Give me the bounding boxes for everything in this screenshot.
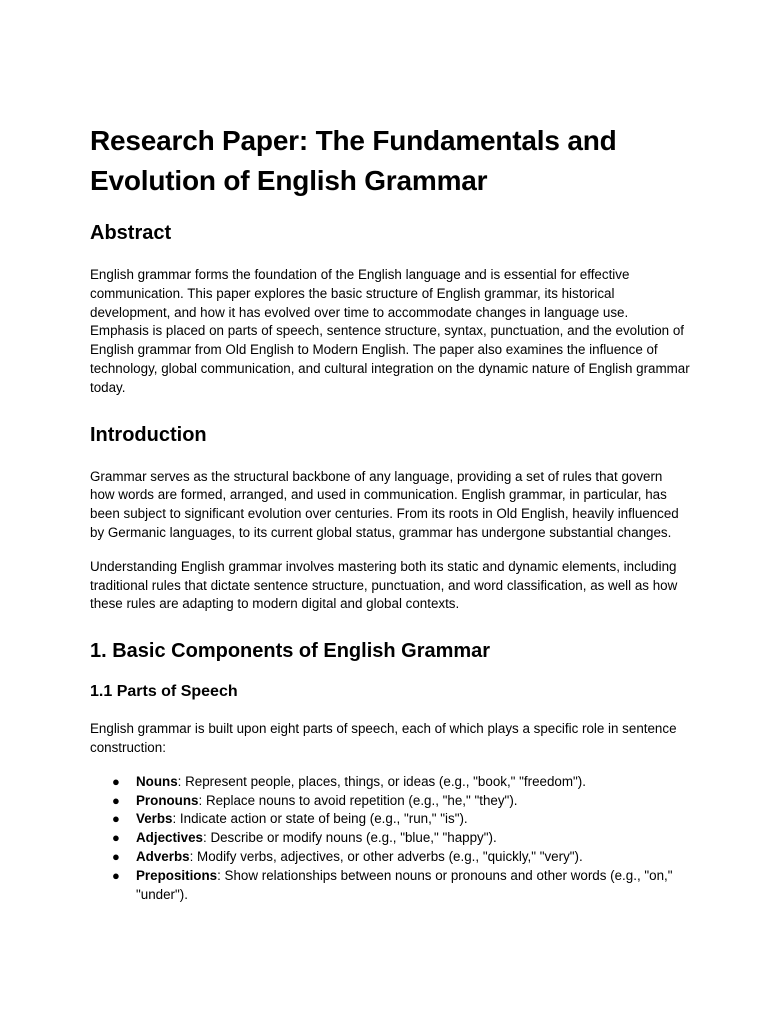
bullet-icon: ● bbox=[112, 867, 120, 883]
bullet-icon: ● bbox=[112, 848, 120, 864]
parts-of-speech-list bbox=[90, 773, 690, 905]
list-item-desc: : Replace nouns to avoid repetition (e.g., "he," "they"). bbox=[198, 792, 518, 808]
section1-1-heading: 1.1 Parts of Speech bbox=[90, 683, 238, 701]
list-item bbox=[90, 810, 690, 829]
list-item-term: Adverbs bbox=[136, 848, 190, 864]
list-item-term: Verbs bbox=[136, 811, 173, 827]
list-item-term: Prepositions bbox=[136, 867, 218, 883]
list-item-desc: : Show relationships between nouns or pronouns and other words (e.g., "on," "under"). bbox=[136, 867, 673, 902]
list-item-term: Adjectives bbox=[136, 830, 203, 846]
bullet-icon: ● bbox=[112, 773, 120, 789]
bullet-icon: ● bbox=[112, 811, 120, 827]
list-item bbox=[90, 773, 690, 792]
list-item-desc: : Modify verbs, adjectives, or other adverbs (e.g., "quickly," "very"). bbox=[189, 848, 583, 864]
bullet-icon: ● bbox=[112, 830, 120, 846]
section1-1-intro: English grammar is built upon eight parts of speech, each of which plays a specific role in sentence construction: bbox=[90, 721, 677, 755]
list-item-desc: : Describe or modify nouns (e.g., "blue," "happy"). bbox=[203, 830, 497, 846]
list-item bbox=[90, 848, 690, 867]
introduction-paragraph-2: Understanding English grammar involves mastering both its static and dynamic elements, including traditional rules that dictate sentence structure, punctuation, and word classification, as well as how these rules are adapting to modern digital and global contexts. bbox=[90, 558, 678, 612]
document-title: Research Paper: The Fundamentals and Evolution of English Grammar bbox=[90, 125, 617, 196]
list-item-term: Nouns bbox=[136, 773, 178, 789]
list-item bbox=[90, 867, 690, 905]
list-item-desc: : Represent people, places, things, or ideas (e.g., "book," "freedom"). bbox=[177, 773, 586, 789]
document-page bbox=[90, 121, 690, 904]
introduction-heading: Introduction bbox=[90, 423, 207, 446]
list-item bbox=[90, 792, 690, 811]
introduction-paragraph-1: Grammar serves as the structural backbone of any language, providing a set of rules that govern how words are formed, arranged, and used in communication. English grammar, in particular, has been subject to significant evolution over centuries. From its roots in Old English, heavily influenced by Germanic languages, to its current global status, grammar has undergone substantial changes. bbox=[90, 468, 679, 540]
list-item-desc: : Indicate action or state of being (e.g., "run," "is"). bbox=[172, 811, 468, 827]
abstract-heading: Abstract bbox=[90, 222, 172, 244]
list-item bbox=[90, 829, 690, 848]
list-item-term: Pronouns bbox=[136, 792, 199, 808]
section1-heading: 1. Basic Components of English Grammar bbox=[90, 640, 491, 663]
bullet-icon: ● bbox=[112, 792, 120, 808]
abstract-paragraph: English grammar forms the foundation of the English language and is essential for effective communication. This paper explores the basic structure of English grammar, its historical development, and how it has evolved over time to accommodate changes in language use. Emphasis is placed on parts of speech, sentence structure, syntax, punctuation, and the evolution of English grammar from Old English to Modern English. The paper also examines the influence of technology, global communication, and cultural integration on the dynamic nature of English grammar today. bbox=[90, 267, 690, 395]
